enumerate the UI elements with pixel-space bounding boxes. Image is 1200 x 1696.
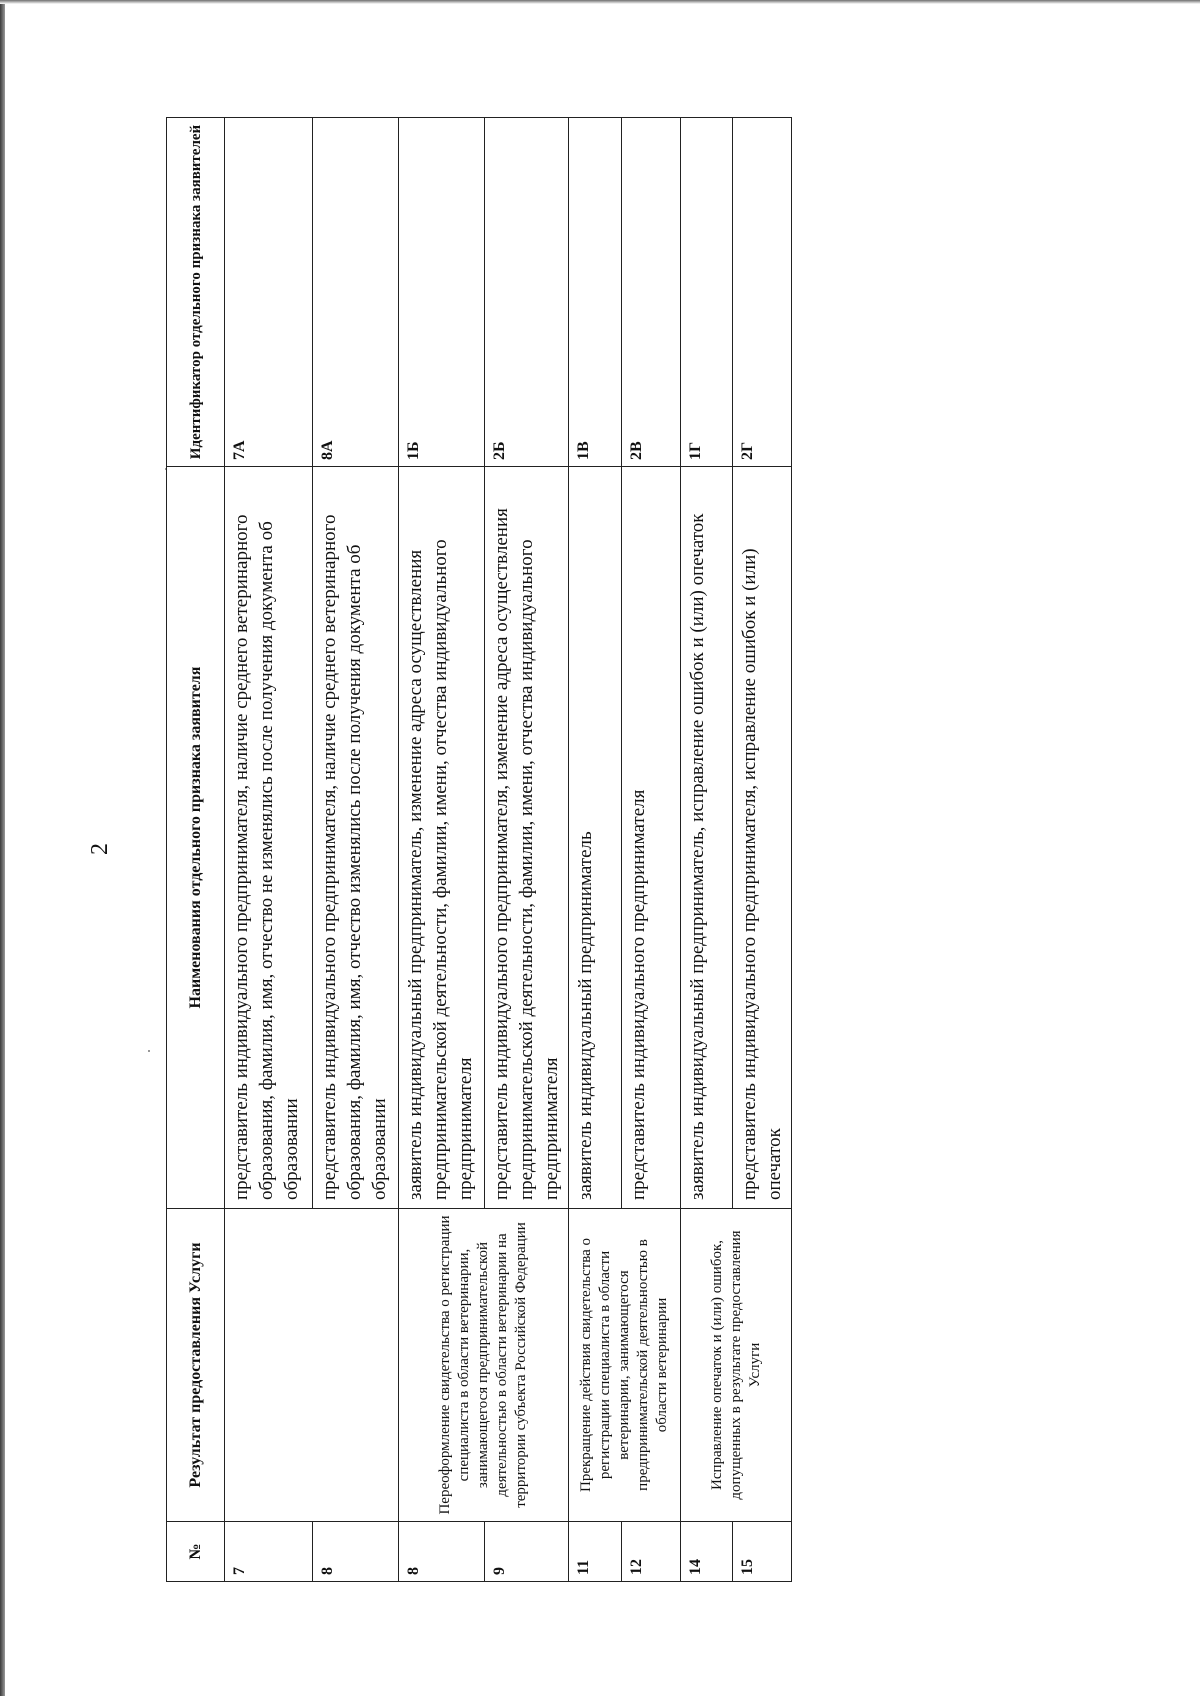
row-number: 14	[681, 1522, 733, 1582]
criterion-name: заявитель индивидуальный предприниматель	[569, 467, 622, 1209]
applicant-criteria-table	[166, 117, 792, 1582]
row-number: 9	[485, 1522, 569, 1582]
criterion-id: 1Г	[681, 118, 733, 467]
row-number: 8	[313, 1522, 399, 1582]
table-row	[399, 118, 485, 1582]
criterion-id: 2В	[622, 118, 681, 467]
rotated-table-wrapper	[166, 118, 788, 1582]
criterion-id: 2Б	[485, 118, 569, 467]
scan-speck	[148, 1050, 150, 1052]
table-row	[569, 118, 622, 1582]
result-reissue: Переоформление свидетельства о регистрации специалиста в области ветеринарии, занимающегося предпринимательской деятельностью в области ветеринарии на территории субъекта Российской Федерации	[399, 1209, 569, 1522]
header-result: Результат предоставления Услуги	[167, 1209, 225, 1522]
criterion-id: 1Б	[399, 118, 485, 467]
header-number: №	[167, 1522, 225, 1582]
header-criterion-id: Идентификатор отдельного признака заявителей	[167, 118, 225, 467]
criterion-name: представитель индивидуального предпринимателя, наличие среднего ветеринарного образования, фамилия, имя, отчество изменялись после получения документа об образовании	[313, 467, 399, 1209]
criterion-name: представитель индивидуального предпринимателя, изменение адреса осуществления предпринимательской деятельности, фамилии, имени, отчества индивидуального предпринимателя	[485, 467, 569, 1209]
header-criterion-name: Наименования отдельного признака заявителя	[167, 467, 225, 1209]
page-number: 2	[87, 843, 113, 855]
table-row	[681, 118, 733, 1582]
row-number: 7	[225, 1522, 313, 1582]
criterion-id: 7А	[225, 118, 313, 467]
scan-edge-left	[0, 0, 5, 1696]
result-termination: Прекращение действия свидетельства о регистрации специалиста в области ветеринарии, занимающегося предпринимательской деятельностью в области ветеринарии	[569, 1209, 681, 1522]
criterion-id: 8А	[313, 118, 399, 467]
table-row	[225, 118, 313, 1582]
table-header-row	[167, 118, 225, 1582]
criterion-name: заявитель индивидуальный предприниматель, исправление ошибок и (или) опечаток	[681, 467, 733, 1209]
criterion-name: представитель индивидуального предпринимателя, исправление ошибок и (или) опечаток	[733, 467, 792, 1209]
scan-edge-top	[0, 0, 1200, 4]
row-number: 15	[733, 1522, 792, 1582]
criterion-name: представитель индивидуального предпринимателя	[622, 467, 681, 1209]
criterion-id: 1В	[569, 118, 622, 467]
row-number: 11	[569, 1522, 622, 1582]
result-corrections: Исправление опечаток и (или) ошибок, допущенных в результате предоставления Услуги	[681, 1209, 792, 1522]
result-cell-empty	[225, 1209, 399, 1522]
criterion-id: 2Г	[733, 118, 792, 467]
row-number: 12	[622, 1522, 681, 1582]
criterion-name: представитель индивидуального предпринимателя, наличие среднего ветеринарного образования, фамилия, имя, отчество не изменялись после получения документа об образовании	[225, 467, 313, 1209]
row-number: 8	[399, 1522, 485, 1582]
criterion-name: заявитель индивидуальный предприниматель, изменение адреса осуществления предпринимательской деятельности, фамилии, имени, отчества индивидуального предпринимателя	[399, 467, 485, 1209]
